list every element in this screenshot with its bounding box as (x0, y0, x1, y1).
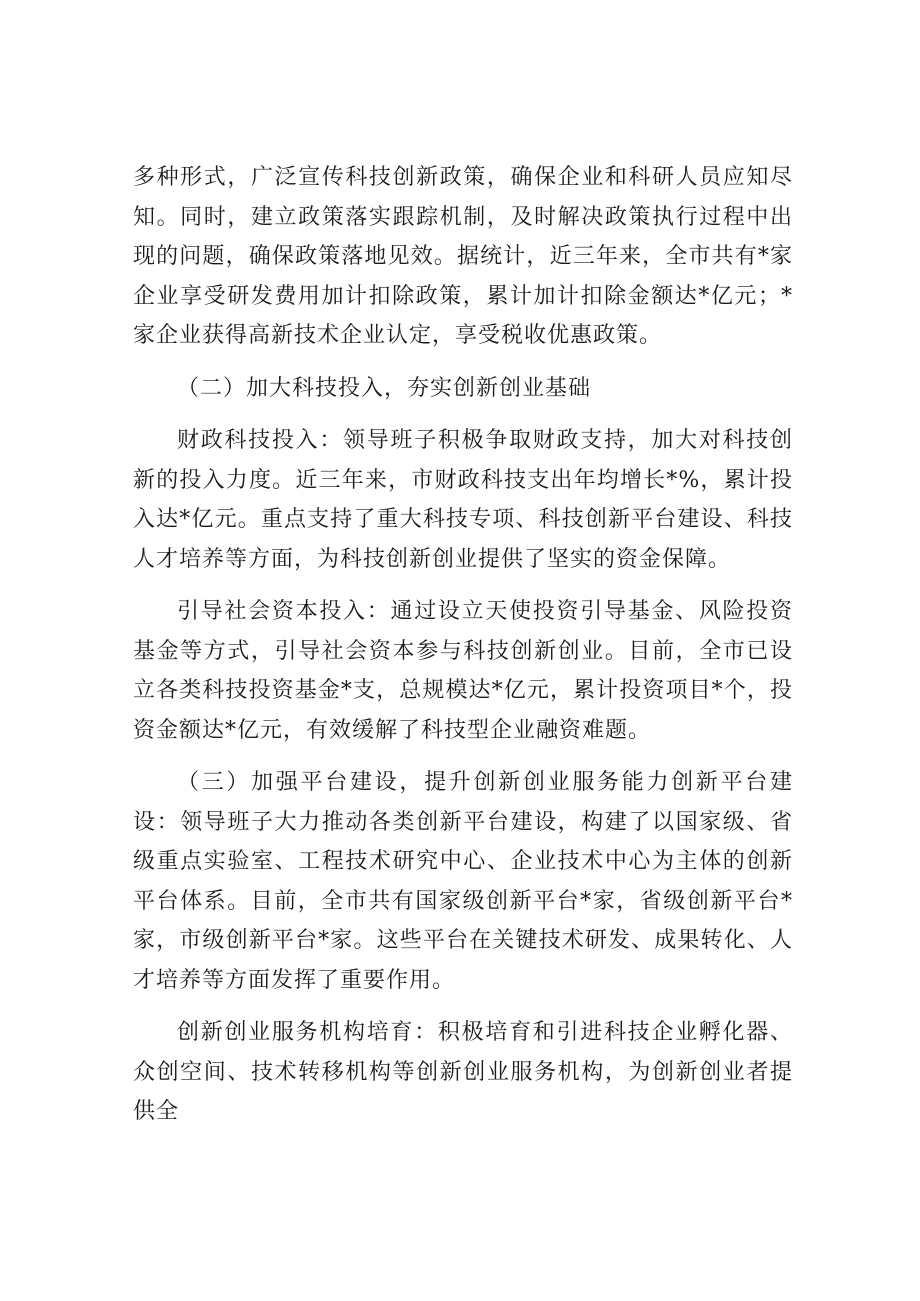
paragraph-service-institutions: 创新创业服务机构培育：积极培育和引进科技企业孵化器、众创空间、技术转移机构等创新创业服务机构，为创新创业者提供全 (133, 1020, 793, 1124)
paragraph-policy-promotion: 多种形式，广泛宣传科技创新政策，确保企业和科研人员应知尽知。同时，建立政策落实跟踪机制，及时解决政策执行过程中出现的问题，确保政策落地见效。据统计，近三年来，全市共有*家企业享受研发费用加计扣除政策，累计加计扣除金额达*亿元；*家企业获得高新技术企业认定，享受税收优惠政策。 (133, 165, 793, 348)
paragraph-social-capital: 引导社会资本投入：通过设立天使投资引导基金、风险投资基金等方式，引导社会资本参与科技创新创业。目前，全市已设立各类科技投资基金*支，总规模达*亿元，累计投资项目*个，投资金额达*亿元，有效缓解了科技型企业融资难题。 (133, 599, 793, 743)
section-heading-tech-investment: （二）加大科技投入，夯实创新创业基础 (177, 375, 592, 401)
document-body (133, 158, 793, 1145)
paragraph-fiscal-investment: 财政科技投入：领导班子积极争取财政支持，加大对科技创新的投入力度。近三年来，市财政科技支出年均增长*%，累计投入达*亿元。重点支持了重大科技专项、科技创新平台建设、科技人才培养等方面，为科技创新创业提供了坚实的资金保障。 (133, 428, 793, 572)
paragraph-platform-construction: （三）加强平台建设，提升创新创业服务能力创新平台建设：领导班子大力推动各类创新平台建设，构建了以国家级、省级重点实验室、工程技术研究中心、企业技术中心为主体的创新平台体系。目前，全市共有国家级创新平台*家，省级创新平台*家，市级创新平台*家。这些平台在关键技术研发、成果转化、人才培养等方面发挥了重要作用。 (133, 770, 793, 993)
